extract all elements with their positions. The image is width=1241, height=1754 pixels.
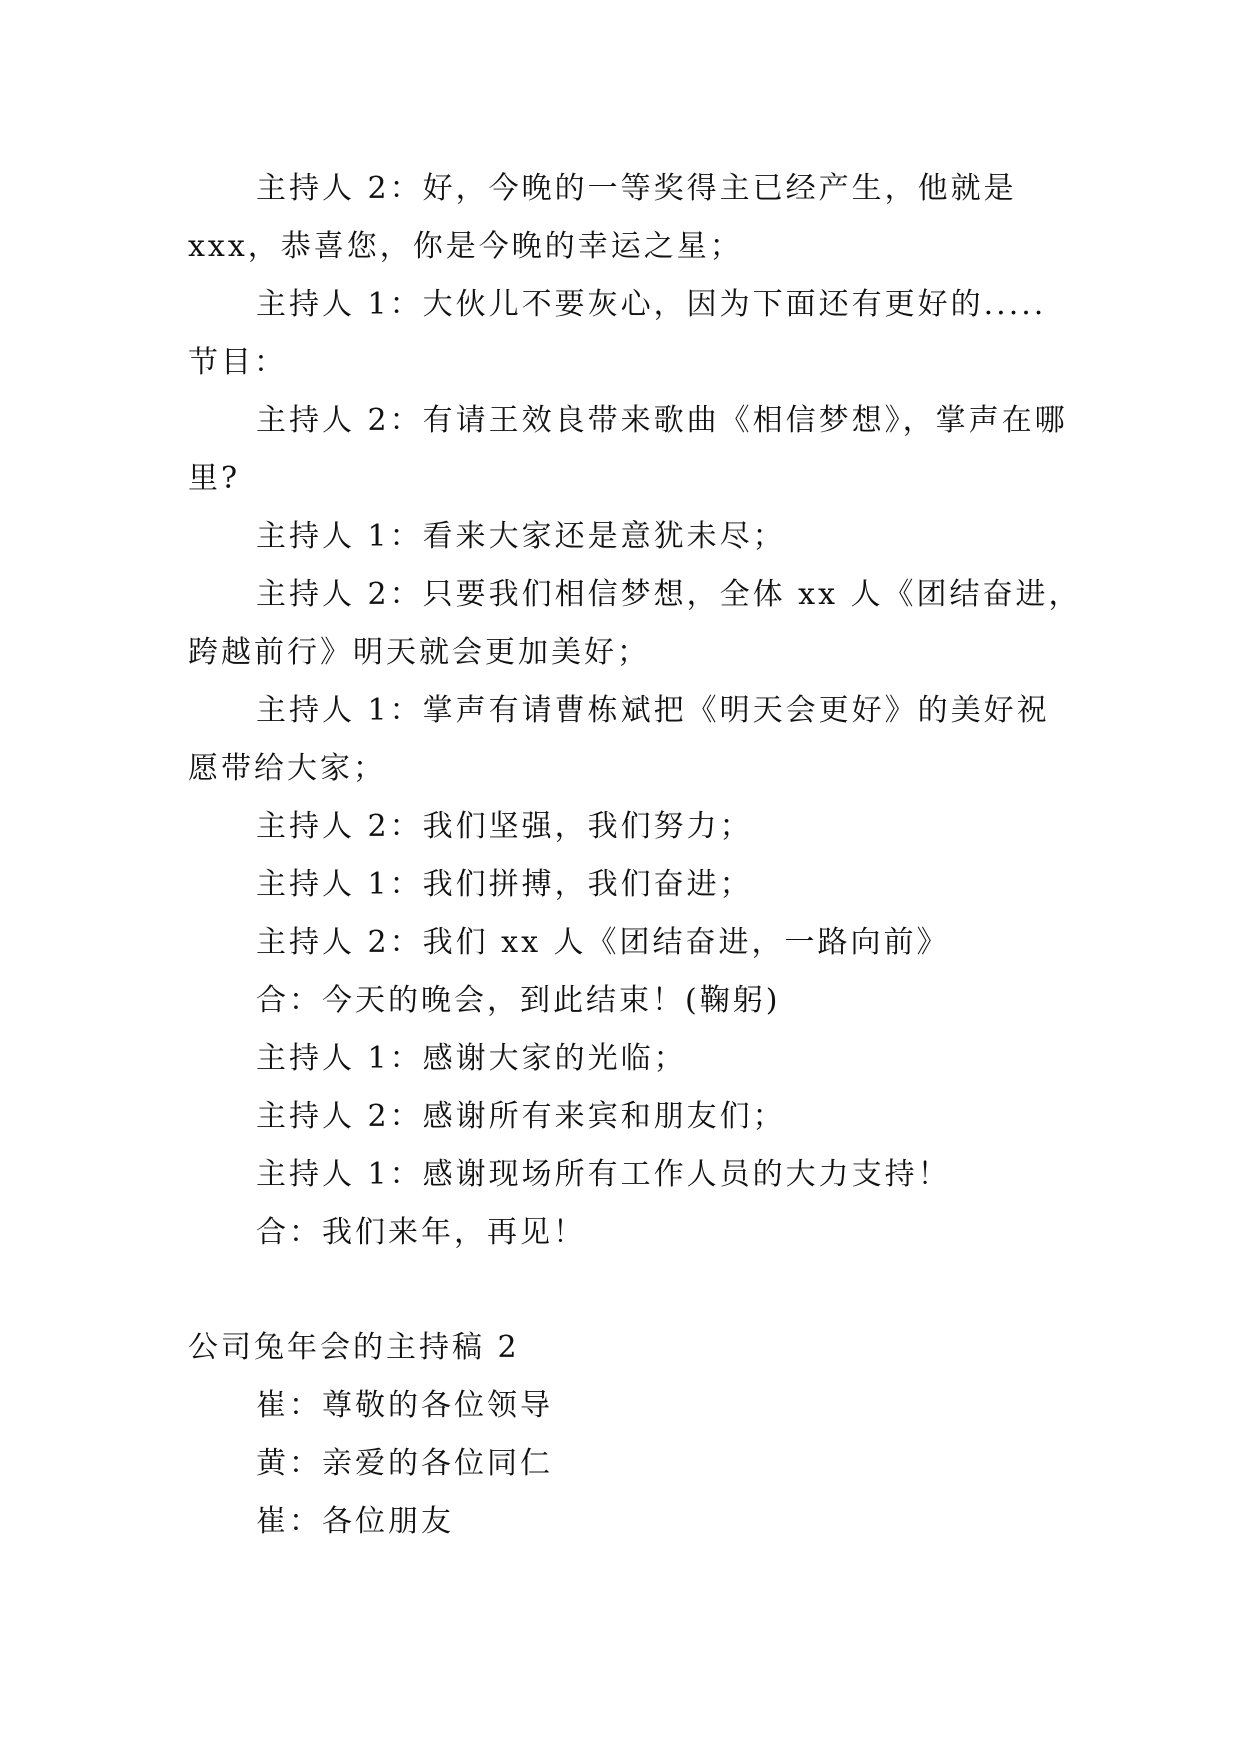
script-line: 主持人 2：有请王效良带来歌曲《相信梦想》，掌声在哪 <box>256 403 1068 438</box>
script-line: 主持人 1：掌声有请曹栋斌把《明天会更好》的美好祝 <box>256 693 1050 728</box>
script-line-continuation: 愿带给大家； <box>188 751 386 786</box>
script-line: 主持人 2：好，今晚的一等奖得主已经产生，他就是 <box>256 171 1017 206</box>
script-line-continuation: 节目： <box>188 345 287 380</box>
script-line: 合：今天的晚会，到此结束！(鞠躬) <box>256 983 781 1018</box>
section-spacer <box>188 1262 1068 1319</box>
script-line: 合：我们来年，再见！ <box>256 1215 586 1250</box>
script-line: 崔：尊敬的各位领导 <box>256 1388 553 1423</box>
script-line-continuation: xxx，恭喜您，你是今晚的幸运之星； <box>188 229 743 264</box>
script-line: 主持人 1：看来大家还是意犹未尽； <box>256 519 786 554</box>
script-line: 主持人 1：感谢现场所有工作人员的大力支持！ <box>256 1157 951 1192</box>
script-line: 崔：各位朋友 <box>256 1504 454 1539</box>
script-line: 主持人 2：我们 xx 人《团结奋进，一路向前》 <box>256 925 950 960</box>
script-line: 主持人 1：感谢大家的光临； <box>256 1041 687 1076</box>
script-line-continuation: 里? <box>188 461 241 496</box>
document-body <box>188 160 1082 1551</box>
script-line: 主持人 1：我们拼搏，我们奋进； <box>256 867 753 902</box>
script-line: 主持人 2：我们坚强，我们努力； <box>256 809 753 844</box>
script-line: 主持人 2：只要我们相信梦想，全体 xx 人《团结奋进， <box>256 577 1082 612</box>
script-line-continuation: 跨越前行》明天就会更加美好； <box>188 635 650 670</box>
script-line: 主持人 2：感谢所有来宾和朋友们； <box>256 1099 786 1134</box>
section-title: 公司兔年会的主持稿 2 <box>188 1330 520 1365</box>
script-line: 黄：亲爱的各位同仁 <box>256 1446 553 1481</box>
script-line: 主持人 1：大伙儿不要灰心，因为下面还有更好的..... <box>256 287 1047 322</box>
